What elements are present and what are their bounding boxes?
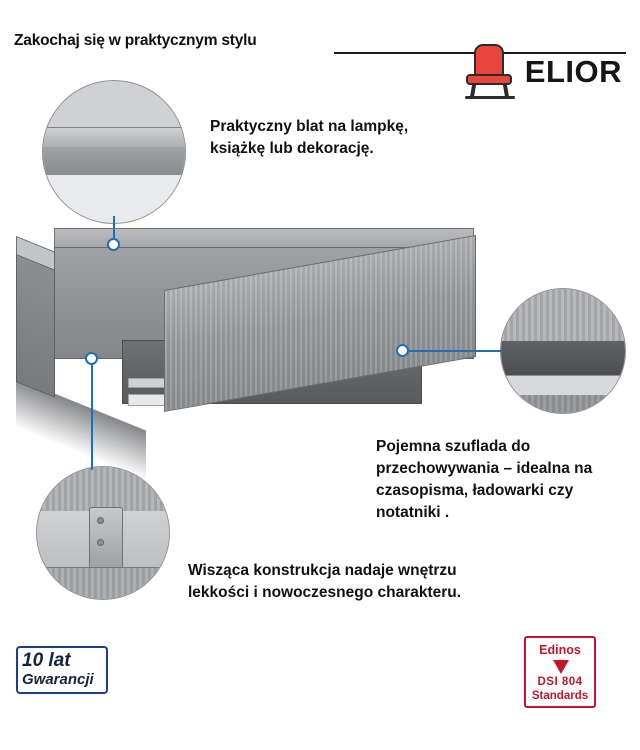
edinos-code: DSI 804 [537,676,583,688]
callout-dot-drawer [396,344,409,357]
product-drawer-rail-upper [128,378,168,388]
detail-drawer-front [501,289,625,342]
detail-drawer-gap [501,341,625,375]
zoom-circle-bracket [36,466,170,600]
annotation-top-shelf: Praktyczny blat na lampkę, książkę lub dekorację. [210,118,409,157]
product-illustration [16,228,474,436]
chair-back-shape [474,44,504,76]
edinos-standards: Standards [531,690,589,702]
edinos-triangle-icon [553,660,569,674]
zoom-circle-top-edge-detail [43,81,185,223]
detail-panel-bottom [37,567,169,600]
callout-dot-top-shelf [107,238,120,251]
callout-line-wall-mount [91,358,93,470]
zoom-circle-drawer-detail [501,289,625,413]
detail-panel-top [37,467,169,512]
edinos-badge [524,636,596,708]
callout-dot-wall-mount [85,352,98,365]
edinos-name: Edinos [539,643,581,657]
chair-foot-shape [465,96,515,99]
annotation-drawer: Pojemna szuflada do przechowywania – idealna na czasopisma, ładowarki czy notatniki . [376,438,593,521]
detail-drawer-bottom [501,395,625,414]
detail-screw-lower-icon [97,539,104,546]
detail-wall-bracket [89,507,123,569]
detail-slab-body [42,147,186,175]
zoom-circle-top-edge [42,80,186,224]
red-chair-icon [463,42,517,100]
warranty-badge [16,646,108,694]
warranty-years: 10 lat [22,650,71,671]
brand-logo [463,42,622,100]
annotation-wall-mount: Wisząca konstrukcja nadaje wnętrzu lekkości i nowoczesnego charakteru. [188,562,462,601]
zoom-circle-bracket-detail [37,467,169,599]
brand-name: ELIOR [524,53,622,89]
warranty-label: Gwarancji [22,671,94,688]
detail-drawer-rail [501,375,625,396]
product-side-face [16,254,55,398]
detail-slab-top [42,127,186,149]
detail-screw-upper-icon [97,517,104,524]
page-title: Zakochaj się w praktycznym stylu [14,32,257,49]
callout-line-drawer [408,350,502,352]
zoom-circle-drawer [500,288,626,414]
